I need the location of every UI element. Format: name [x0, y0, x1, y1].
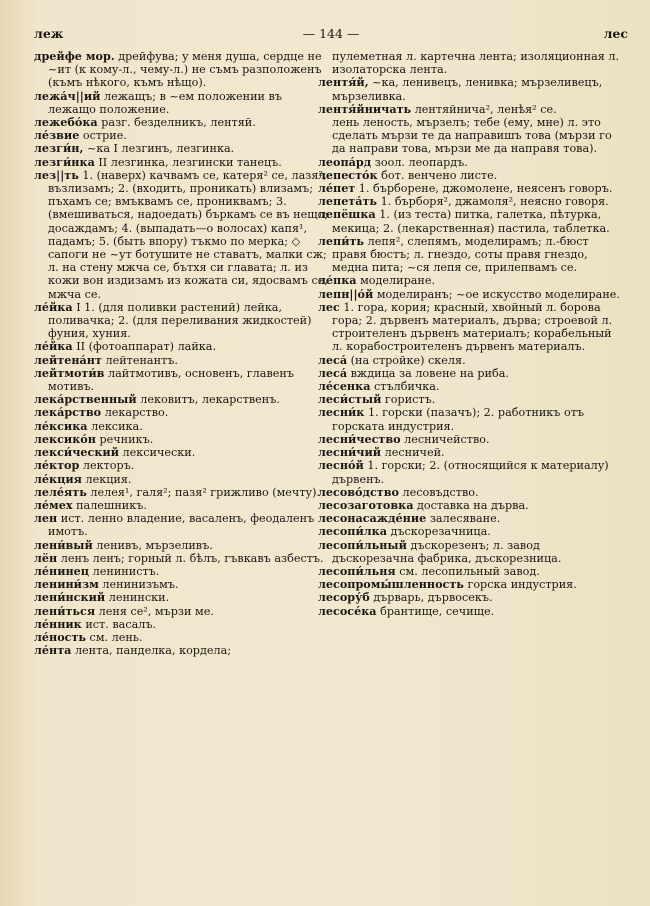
entry-definition: ~ка, ленивецъ, ленивка; мързеливецъ, мързеливка. — [332, 76, 603, 103]
page-header — [34, 26, 628, 44]
dictionary-entry — [318, 301, 622, 354]
entry-definition: 1. (из теста) питка, галетка, пѣтурка, мекица; 2. (лекарственная) пастила, таблетка. — [332, 208, 610, 235]
dictionary-entry — [318, 208, 622, 234]
entry-definition: лента, панделка, корделa; — [71, 644, 232, 658]
entry-headword: лесопромы́шленность — [318, 577, 464, 592]
entry-headword: лесору́б — [318, 590, 370, 605]
entry-headword: ле́пет — [318, 181, 356, 196]
entry-definition: залесяване. — [426, 512, 501, 526]
dictionary-entry — [34, 499, 332, 512]
entry-definition: лежащъ; в ~ем положении въ лежащо положение. — [48, 89, 282, 116]
entry-definition: 1. горски (пазачъ); 2. работникъ отъ горската индустрия. — [332, 406, 585, 433]
header-right-guideword: лес — [603, 26, 628, 41]
entry-headword: лепета́ть — [318, 194, 378, 209]
entry-definition: ~ка I лезгинъ, лезгинка. — [83, 142, 235, 156]
entry-headword: лека́рство — [34, 405, 102, 420]
entry-headword: лес — [318, 299, 340, 314]
entry-headword: лесопи́льня — [318, 563, 396, 578]
entry-headword: лентя́й, — [318, 75, 369, 90]
entry-definition: палешникъ. — [72, 498, 147, 512]
entry-definition: 1. бърборя², джамоля², неясно говоря. — [377, 195, 609, 209]
entry-headword: ле́ктор — [34, 458, 80, 473]
entry-headword: лекси́ческий — [34, 445, 119, 460]
entry-definition: лекция. — [81, 472, 132, 486]
entry-definition: лексика. — [87, 419, 143, 433]
dictionary-entry — [34, 169, 332, 301]
entry-headword: лентя́йничать — [318, 101, 412, 116]
entry-headword: лека́рственный — [34, 392, 137, 407]
entry-definition: лекарство. — [101, 406, 169, 420]
entry-headword: леса́ — [318, 365, 348, 380]
entry-headword: леса́ — [318, 352, 348, 367]
entry-definition: лелея¹, галя²; пазя² грижливо (мечту). — [86, 485, 321, 499]
entry-headword: лесосе́ка — [318, 603, 377, 618]
entry-definition: лексически. — [119, 446, 196, 460]
entry-headword: лепи́ть — [318, 233, 365, 248]
entry-definition: лесовъдство. — [398, 485, 479, 499]
entry-definition: ленивъ, мързеливъ. — [92, 538, 213, 552]
entry-headword: лён — [34, 550, 58, 565]
left-column — [34, 50, 332, 657]
entry-headword: лексико́н — [34, 431, 96, 446]
entry-headword: лесопи́лка — [318, 524, 387, 539]
dictionary-entry — [318, 235, 622, 275]
page-number: — 144 — — [302, 26, 360, 41]
entry-definition: см. лень. — [86, 630, 143, 644]
entry-definition: I 1. (для поливки растений) лейка, поливачка; 2. (для переливания жидкостей) фуния, хуния. — [48, 300, 312, 341]
entry-definition: лепя², слепямъ, моделирамъ; л.-бюст правя бюстъ; л. гнездо, соты правя гнездо, медна пита; ~ся лепя се, прилепвамъ се. — [332, 234, 589, 275]
right-column — [318, 50, 622, 618]
entry-headword: лесни́чий — [318, 445, 382, 460]
entry-definition: лесничейство. — [400, 432, 490, 446]
entry-definition: II лезгинка, лезгински танецъ. — [94, 155, 282, 169]
entry-definition: разг. безделникъ, лентяй. — [97, 116, 256, 130]
entry-headword: леле́ять — [34, 484, 87, 499]
header-left-guideword: леж — [34, 26, 64, 41]
dictionary-entry — [318, 459, 622, 485]
dictionary-entry — [34, 631, 332, 644]
entry-definition: лень леность, мързелъ; тебе (ему, мне) л. это сделать мързи те да направишъ това (мързи го да направи това, мързи ме да направя това). — [332, 116, 612, 156]
entry-headword: лесозаготовка — [318, 497, 414, 512]
entry-definition: леня се², мързи ме. — [95, 604, 214, 618]
entry-definition: пулеметная л. картечна лента; изоляционная л. изолаторска лента. — [332, 50, 620, 77]
entry-headword: леси́стый — [318, 392, 382, 407]
entry-definition: ленинистъ. — [89, 564, 160, 578]
entry-headword: лени́нский — [34, 590, 106, 605]
dictionary-entry — [318, 116, 622, 156]
entry-headword: дрейфе мор. — [34, 49, 115, 63]
entry-definition: ист. васалъ. — [81, 617, 157, 631]
dictionary-entry — [34, 512, 332, 538]
entry-definition: речникъ. — [95, 432, 154, 446]
entry-definition: горска индустрия. — [463, 578, 577, 592]
entry-headword: лесно́й — [318, 458, 364, 473]
entry-definition: дрейфува; у меня душа, сердце не ~ит (к кому-л., чему-л.) не съмъ разположенъ (къмъ нѣкого, къмъ нѣщо). — [48, 50, 322, 90]
dictionary-entry — [34, 539, 332, 552]
entry-definition: моделиранъ; ~ое искусство моделиране. — [373, 287, 620, 301]
entry-headword: ле́кция — [34, 471, 82, 486]
entry-headword: лежа́ч||ий — [34, 88, 101, 103]
entry-definition: доставка на дърва. — [413, 498, 529, 512]
entry-definition: см. лесопильный завод. — [395, 564, 540, 578]
entry-headword: лез||ть — [34, 167, 79, 182]
dictionary-entry — [318, 50, 622, 76]
entry-definition: бот. венчено листе. — [377, 168, 498, 182]
entry-definition: зоол. леопардъ. — [371, 155, 468, 169]
entry-definition: дъскорезачница. — [386, 525, 491, 539]
entry-definition: лентяйнича², ленѣя² се. — [411, 102, 557, 116]
entry-headword: ле́йка — [34, 339, 73, 354]
dictionary-entry — [318, 354, 622, 367]
entry-definition: дъскорезенъ; л. завод дъскорезачна фабрика, дъскорезница. — [332, 538, 562, 565]
entry-definition: брантище, сечище. — [376, 604, 495, 618]
entry-headword: лени́вый — [34, 537, 93, 552]
entry-definition: лековитъ, лекарственъ. — [136, 393, 280, 407]
entry-headword: ле́ксика — [34, 418, 88, 433]
entry-headword: лезги́н, — [34, 141, 84, 156]
entry-definition: гористъ. — [381, 393, 436, 407]
entry-definition: лекторъ. — [79, 459, 135, 473]
entry-definition: ленъ ленъ; горный л. бѣлъ, гъвкавъ азбестъ. — [57, 551, 324, 565]
entry-headword: ле́йка — [34, 299, 73, 314]
entry-definition: вждица за ловене на риба. — [347, 366, 509, 380]
entry-headword: лежебо́ка — [34, 115, 98, 130]
entry-definition: лейтенантъ. — [101, 353, 178, 367]
dictionary-entry — [34, 644, 332, 657]
entry-headword: ле́нта — [34, 643, 72, 658]
entry-headword: ле́пка — [318, 273, 357, 288]
dictionary-entry — [34, 90, 332, 116]
entry-definition: (на стройке) скеля. — [347, 353, 466, 367]
entry-headword: ле́мех — [34, 497, 73, 512]
entry-headword: ле́ность — [34, 629, 86, 644]
entry-headword: лен — [34, 511, 58, 526]
entry-definition: 1. горски; 2. (относящийся к материалу) дървенъ. — [332, 459, 609, 486]
dictionary-entry — [318, 169, 622, 182]
dictionary-entry — [34, 367, 332, 393]
entry-headword: ле́нинец — [34, 563, 90, 578]
entry-headword: лесни́чество — [318, 431, 401, 446]
entry-definition: ленински. — [105, 591, 170, 605]
dictionary-entry — [318, 406, 622, 432]
entry-definition: ист. ленно владение, васаленъ, феодаленъ имотъ. — [48, 512, 315, 539]
dictionary-entry — [318, 76, 622, 102]
dictionary-entry — [318, 288, 622, 301]
entry-headword: ленини́зм — [34, 577, 99, 592]
entry-definition: стълбичка. — [370, 380, 440, 394]
entry-definition: II (фотоаппарат) лайка. — [72, 340, 217, 354]
entry-definition: острие. — [79, 129, 127, 143]
entry-headword: лейтмоти́в — [34, 365, 105, 380]
entry-definition: моделиране. — [356, 274, 436, 288]
entry-definition: 1. (наверх) качвамъ се, катеря² се, лазя², възлизамъ; 2. (входить, проникать) влизамъ; пъхамъ се; вмъквамъ се, прониквамъ; 3. (вмешиваться, надоедать) бъркамъ се въ нещо; досаждамъ; 4. (выпадать—о волосах) капя¹, падамъ; 5. (быть впору) тъкмо по мерка; ◇ сапоги не ~ут ботушите не ставатъ, малки сж; л. на стену мжча се, бътхя си главата; л. из кожи вон издизамъ из кожата си, ядосвамъ се, мжча се. — [48, 168, 329, 301]
dictionary-entry — [34, 301, 332, 341]
entry-definition: ленинизъмъ. — [98, 578, 179, 592]
entry-headword: лепесто́к — [318, 167, 378, 182]
dictionary-entry — [318, 605, 622, 618]
entry-headword: лесни́к — [318, 405, 365, 420]
entry-headword: лесово́дство — [318, 484, 399, 499]
entry-headword: лепн||о́й — [318, 286, 374, 301]
entry-definition: дърварь, дървосекъ. — [369, 591, 493, 605]
dictionary-entry — [318, 103, 622, 116]
entry-headword: ле́нник — [34, 616, 82, 631]
entry-definition: 1. гора, кория; красный, хвойный л. борова гора; 2. дървенъ материалъ, дърва; строевой л. строителенъ дървенъ материалъ; корабельный л. корабостроителенъ дървенъ материалъ. — [332, 300, 613, 354]
entry-headword: лепёшка — [318, 207, 376, 222]
entry-headword: лени́ться — [34, 603, 96, 618]
dictionary-entry — [34, 486, 332, 499]
dictionary-entry — [318, 539, 622, 565]
entry-headword: лесопи́льный — [318, 537, 407, 552]
dictionary-entry — [34, 50, 332, 90]
entry-headword: ле́звие — [34, 128, 80, 143]
entry-headword: лесонасажде́ние — [318, 511, 427, 526]
entry-definition: лесничей. — [381, 446, 445, 460]
entry-headword: лейтена́нт — [34, 352, 102, 367]
entry-definition: 1. бърборене, джомолене, неясенъ говоръ. — [355, 182, 613, 196]
entry-headword: лезги́нка — [34, 154, 95, 169]
entry-headword: ле́сенка — [318, 379, 371, 394]
entry-headword: леопа́рд — [318, 154, 372, 169]
entry-definition: лайтмотивъ, основенъ, главенъ мотивъ. — [48, 366, 294, 394]
